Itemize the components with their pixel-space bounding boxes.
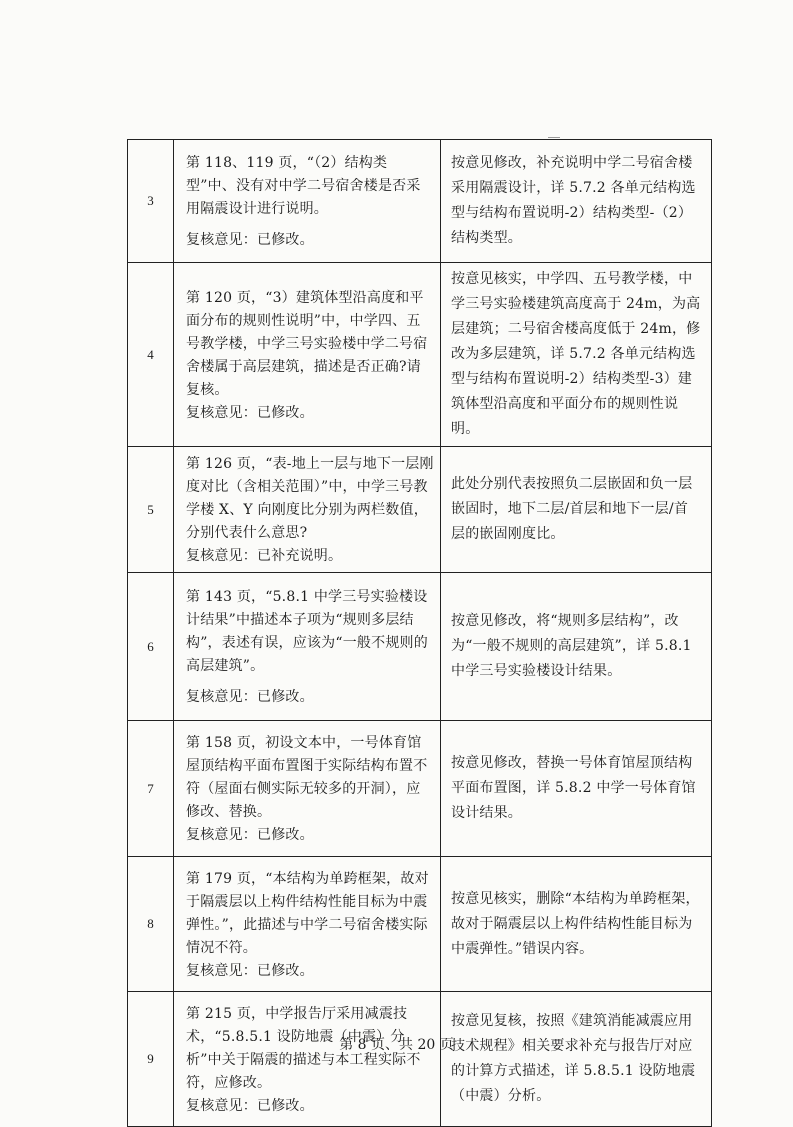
review-opinion: 复核意见：已修改。 <box>186 689 314 705</box>
table-row <box>128 140 712 263</box>
issue-text: 第 126 页，“表-地上一层与地下一层刚度对比（含相关范围）”中，中学三号教学楼 X、Y 向刚度比分别为两栏数值，分别代表什么意思? <box>186 456 434 541</box>
reply-cell <box>441 263 712 447</box>
reply-text: 此处分别代表按照负二层嵌固和负一层嵌固时，地下二层/首层和地下一层/首层的嵌固刚度比。 <box>451 476 693 542</box>
row-number: 8 <box>128 857 174 992</box>
reply-text: 按意见修改，替换一号体育馆屋顶结构平面布置图，详 5.8.2 中学一号体育馆设计结果。 <box>451 755 696 821</box>
row-number: 5 <box>128 447 174 573</box>
issue-cell <box>174 721 441 857</box>
reply-text: 按意见修改，将“规则多层结构”，改为“一般不规则的高层建筑”，详 5.8.1 中学三号实验楼设计结果。 <box>451 613 697 679</box>
reply-text: 按意见核实，中学四、五号教学楼，中学三号实验楼建筑高度高于 24m，为高层建筑；二号宿舍楼高度低于 24m，修改为多层建筑，详 5.7.2 各单元结构选型与结构布置说明-2）结构类型-3）建筑体型沿高度和平面分布的规则性说明。 <box>451 271 701 437</box>
issue-cell <box>174 447 441 573</box>
issue-cell <box>174 857 441 992</box>
reply-cell <box>441 573 712 721</box>
reply-text: 按意见修改，补充说明中学二号宿舍楼采用隔震设计，详 5.7.2 各单元结构选型与结构布置说明-2）结构类型-（2）结构类型。 <box>451 155 696 246</box>
issue-cell <box>174 573 441 721</box>
reply-cell <box>441 447 712 573</box>
row-number: 7 <box>128 721 174 857</box>
reply-cell <box>441 721 712 857</box>
issue-text: 第 118、119 页，“（2）结构类型”中、没有对中学二号宿舍楼是否采用隔震设计进行说明。 <box>186 155 421 217</box>
reply-cell <box>441 140 712 263</box>
row-number: 9 <box>128 992 174 1127</box>
table-row <box>128 721 712 857</box>
reply-cell <box>441 857 712 992</box>
page-number: 第 8 页、共 20 页 <box>339 1037 454 1053</box>
issue-text: 第 158 页，初设文本中，一号体育馆屋顶结构平面布置图于实际结构布置不符（屋面右侧实际无较多的开洞），应修改、替换。 <box>186 735 428 820</box>
review-opinion: 复核意见：已修改。 <box>186 1097 314 1114</box>
table-row <box>128 992 712 1127</box>
table-row <box>128 857 712 992</box>
table-row <box>128 263 712 447</box>
issue-text: 第 120 页，“3）建筑体型沿高度和平面分布的规则性说明”中，中学四、五号教学楼，中学三号实验楼中学二号宿舍楼属于高层建筑，描述是否正确?请复核。 <box>186 289 428 398</box>
row-number: 3 <box>128 140 174 263</box>
issue-text: 第 215 页，中学报告厅采用减震技术，“5.8.5.1 设防地震（中震）分析”中关于隔震的描述与本工程实际不符，应修改。 <box>186 1005 421 1091</box>
issue-cell <box>174 140 441 263</box>
row-number: 6 <box>128 573 174 721</box>
reply-text: 按意见复核，按照《建筑消能减震应用技术规程》相关要求补充与报告厅对应的计算方式描述，详 5.8.5.1 设防地震（中震）分析。 <box>451 1013 696 1104</box>
row-number: 4 <box>128 263 174 447</box>
scan-mark <box>548 137 560 138</box>
review-opinion: 复核意见：已修改。 <box>186 232 314 248</box>
issue-cell <box>174 263 441 447</box>
table-row <box>128 573 712 721</box>
reply-text: 按意见核实，删除“本结构为单跨框架，故对于隔震层以上构件结构性能目标为中震弹性。”错误内容。 <box>451 890 700 957</box>
issue-cell <box>174 992 441 1127</box>
review-opinion: 复核意见：已补充说明。 <box>186 548 343 564</box>
review-table <box>127 139 712 1127</box>
review-opinion: 复核意见：已修改。 <box>186 962 314 979</box>
issue-text: 第 179 页，“本结构为单跨框架，故对于隔震层以上构件结构性能目标为中震弹性。”，此描述与中学二号宿舍楼实际情况不符。 <box>186 870 429 956</box>
table-row <box>128 447 712 573</box>
reply-cell <box>441 992 712 1127</box>
review-opinion: 复核意见：已修改。 <box>186 404 314 421</box>
issue-text: 第 143 页，“5.8.1 中学三号实验楼设计结果”中描述本子项为“规则多层结构”，表述有误，应该为“一般不规则的高层建筑”。 <box>186 589 428 674</box>
review-opinion: 复核意见：已修改。 <box>186 827 314 843</box>
